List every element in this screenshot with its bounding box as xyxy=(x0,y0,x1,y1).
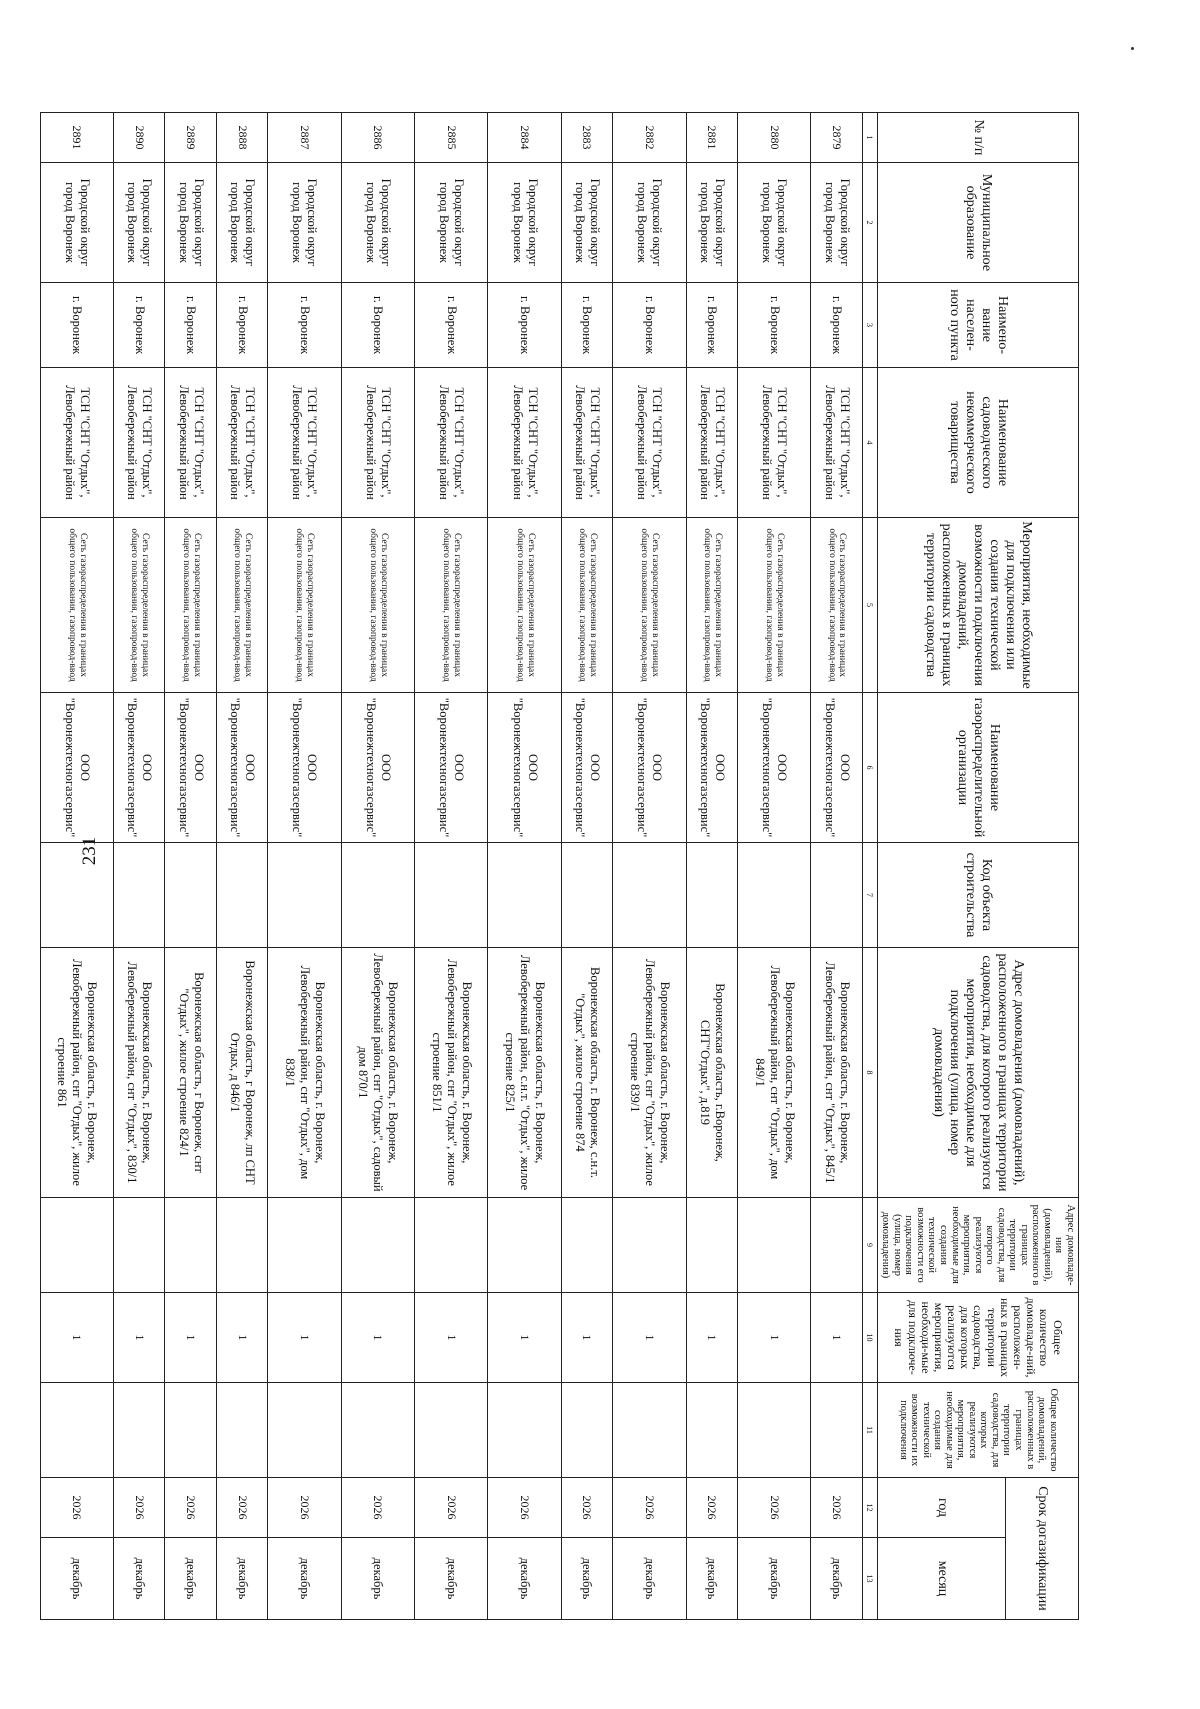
row-number: 2890 xyxy=(114,113,165,163)
total-tech-cell xyxy=(341,1383,414,1478)
code-cell xyxy=(686,843,737,948)
column-number: 4 xyxy=(862,368,877,518)
row-number: 2881 xyxy=(686,113,737,163)
month-cell: декабрь xyxy=(165,1538,216,1620)
month-cell: декабрь xyxy=(488,1538,561,1620)
municipality-cell: Городской округ город Воронеж xyxy=(811,163,862,283)
municipality-cell: Городской округ город Воронеж xyxy=(268,163,341,283)
total-count-cell: 1 xyxy=(488,1293,561,1383)
measures-cell: Сеть газораспределения в границах общего пользования, газопровод-ввод xyxy=(268,518,341,693)
year-cell: 2026 xyxy=(165,1478,216,1538)
month-cell: декабрь xyxy=(114,1538,165,1620)
org-cell: ООО "Воронежтехногазсервис" xyxy=(488,693,561,843)
month-cell: декабрь xyxy=(415,1538,488,1620)
address-cell: Воронежская область, г. Воронеж, Левобережный район, снт "Отдых", жилое строение 861 xyxy=(40,948,113,1198)
measures-cell: Сеть газораспределения в границах общего пользования, газопровод-ввод xyxy=(165,518,216,693)
measures-cell: Сеть газораспределения в границах общего пользования, газопровод-ввод xyxy=(40,518,113,693)
code-cell xyxy=(415,843,488,948)
row-number: 2888 xyxy=(216,113,267,163)
month-cell: декабрь xyxy=(40,1538,113,1620)
municipality-cell: Городской округ город Воронеж xyxy=(488,163,561,283)
header-num: № п/п xyxy=(877,113,1078,163)
address-tech-cell xyxy=(114,1198,165,1293)
settlement-cell: г. Воронеж xyxy=(561,283,612,368)
settlement-cell: г. Воронеж xyxy=(341,283,414,368)
table-row xyxy=(341,113,414,1620)
month-cell: декабрь xyxy=(561,1538,612,1620)
measures-cell: Сеть газораспределения в границах общего пользования, газопровод-ввод xyxy=(216,518,267,693)
row-number: 2882 xyxy=(613,113,686,163)
snt-cell: ТСН "СНТ "Отдых", Левобережный район xyxy=(488,368,561,518)
org-cell: ООО "Воронежтехногазсервис" xyxy=(165,693,216,843)
address-cell: Воронежская область, г. Воронеж, с.н.т. "Отдых", жилое строение 874 xyxy=(561,948,612,1198)
header-measures: Мероприятия, необходимые для подключения или создания технической возможности подключения домовладений, расположенных в границах территории садоводства xyxy=(877,518,1078,693)
code-cell xyxy=(737,843,810,948)
measures-cell: Сеть газораспределения в границах общего пользования, газопровод-ввод xyxy=(341,518,414,693)
table-body xyxy=(40,113,862,1620)
month-cell: декабрь xyxy=(686,1538,737,1620)
column-number: 10 xyxy=(862,1293,877,1383)
year-cell: 2026 xyxy=(686,1478,737,1538)
total-count-cell: 1 xyxy=(686,1293,737,1383)
settlement-cell: г. Воронеж xyxy=(686,283,737,368)
total-tech-cell xyxy=(737,1383,810,1478)
code-cell xyxy=(216,843,267,948)
month-cell: декабрь xyxy=(613,1538,686,1620)
settlement-cell: г. Воронеж xyxy=(613,283,686,368)
header-year: год xyxy=(877,1478,1006,1538)
year-cell: 2026 xyxy=(114,1478,165,1538)
code-cell xyxy=(488,843,561,948)
column-number: 3 xyxy=(862,283,877,368)
measures-cell: Сеть газораспределения в границах общего пользования, газопровод-ввод xyxy=(561,518,612,693)
address-cell: Воронежская область, г. Воронеж, Левобережный район, снт "Отдых", 830/1 xyxy=(114,948,165,1198)
measures-cell: Сеть газораспределения в границах общего пользования, газопровод-ввод xyxy=(114,518,165,693)
header-code: Код объекта строительства xyxy=(877,843,1078,948)
settlement-cell: г. Воронеж xyxy=(488,283,561,368)
total-count-cell: 1 xyxy=(737,1293,810,1383)
code-cell xyxy=(561,843,612,948)
table-row xyxy=(613,113,686,1620)
header-total-tech: Общее количество домовладений, расположенных в границах территории садоводства, для которых реализуются мероприятия, необходимые для создания технической возможности их подключения xyxy=(877,1383,1078,1478)
address-cell: Воронежская область, г Воронеж, снт "Отдых", жилое строение 824/1 xyxy=(165,948,216,1198)
address-tech-cell xyxy=(613,1198,686,1293)
snt-cell: ТСН "СНТ "Отдых", Левобережный район xyxy=(341,368,414,518)
table-row xyxy=(686,113,737,1620)
year-cell: 2026 xyxy=(737,1478,810,1538)
total-tech-cell xyxy=(686,1383,737,1478)
table-row xyxy=(737,113,810,1620)
measures-cell: Сеть газораспределения в границах общего пользования, газопровод-ввод xyxy=(811,518,862,693)
column-number: 5 xyxy=(862,518,877,693)
municipality-cell: Городской округ город Воронеж xyxy=(561,163,612,283)
total-count-cell: 1 xyxy=(268,1293,341,1383)
column-number: 2 xyxy=(862,163,877,283)
header-address: Адрес домовладения (домовладений), расположенного в границах территории садоводства, для которого реализуются мероприятия, необходимые для подключения (улица, номер домовладения) xyxy=(877,948,1078,1198)
address-tech-cell xyxy=(561,1198,612,1293)
column-number: 12 xyxy=(862,1478,877,1538)
total-tech-cell xyxy=(40,1383,113,1478)
snt-cell: ТСН "СНТ "Отдых", Левобережный район xyxy=(811,368,862,518)
row-number: 2880 xyxy=(737,113,810,163)
address-cell: Воронежская область, г.Воронеж, СНТ"Отдых", д.819 xyxy=(686,948,737,1198)
column-number-row xyxy=(862,113,877,1620)
address-tech-cell xyxy=(341,1198,414,1293)
settlement-cell: г. Воронеж xyxy=(415,283,488,368)
measures-cell: Сеть газораспределения в границах общего пользования, газопровод-ввод xyxy=(737,518,810,693)
year-cell: 2026 xyxy=(341,1478,414,1538)
row-number: 2883 xyxy=(561,113,612,163)
row-number: 2891 xyxy=(40,113,113,163)
total-tech-cell xyxy=(561,1383,612,1478)
address-tech-cell xyxy=(216,1198,267,1293)
year-cell: 2026 xyxy=(613,1478,686,1538)
table-row xyxy=(40,113,113,1620)
table-row xyxy=(216,113,267,1620)
row-number: 2889 xyxy=(165,113,216,163)
header-settlement: Наимено-вание населен-ного пункта xyxy=(877,283,1078,368)
total-count-cell: 1 xyxy=(216,1293,267,1383)
snt-cell: ТСН "СНТ "Отдых", Левобережный район xyxy=(165,368,216,518)
row-number: 2886 xyxy=(341,113,414,163)
gasification-table xyxy=(40,112,1079,1620)
settlement-cell: г. Воронеж xyxy=(40,283,113,368)
total-count-cell: 1 xyxy=(415,1293,488,1383)
org-cell: ООО "Воронежтехногазсервис" xyxy=(341,693,414,843)
table-row xyxy=(114,113,165,1620)
total-count-cell: 1 xyxy=(165,1293,216,1383)
column-number: 7 xyxy=(862,843,877,948)
code-cell xyxy=(165,843,216,948)
settlement-cell: г. Воронеж xyxy=(165,283,216,368)
table-row xyxy=(415,113,488,1620)
header-total-count: Общее количество домовладе-ний, расположен-ных в границах территории садоводства, для которых реализуются мероприятия, необходи-мые для подключе-ния xyxy=(877,1293,1078,1383)
stray-mark xyxy=(1131,47,1134,50)
column-number: 11 xyxy=(862,1383,877,1478)
rotated-table-container xyxy=(55,112,1079,1619)
settlement-cell: г. Воронеж xyxy=(737,283,810,368)
address-cell: Воронежская область, г Воронеж, лп СНТ Отдых, д 846/1 xyxy=(216,948,267,1198)
total-tech-cell xyxy=(488,1383,561,1478)
code-cell xyxy=(114,843,165,948)
org-cell: ООО "Воронежтехногазсервис" xyxy=(40,693,113,843)
measures-cell: Сеть газораспределения в границах общего пользования, газопровод-ввод xyxy=(415,518,488,693)
settlement-cell: г. Воронеж xyxy=(114,283,165,368)
settlement-cell: г. Воронеж xyxy=(268,283,341,368)
total-tech-cell xyxy=(613,1383,686,1478)
address-tech-cell xyxy=(488,1198,561,1293)
settlement-cell: г. Воронеж xyxy=(811,283,862,368)
code-cell xyxy=(40,843,113,948)
table-row xyxy=(561,113,612,1620)
municipality-cell: Городской округ город Воронеж xyxy=(114,163,165,283)
year-cell: 2026 xyxy=(488,1478,561,1538)
address-tech-cell xyxy=(415,1198,488,1293)
row-number: 2879 xyxy=(811,113,862,163)
total-count-cell: 1 xyxy=(811,1293,862,1383)
header-municipality: Муниципальное образование xyxy=(877,163,1078,283)
municipality-cell: Городской округ город Воронеж xyxy=(415,163,488,283)
row-number: 2887 xyxy=(268,113,341,163)
header-snt: Наименование садоводческого некоммерческого товарищества xyxy=(877,368,1078,518)
year-cell: 2026 xyxy=(811,1478,862,1538)
code-cell xyxy=(811,843,862,948)
header-month: месяц xyxy=(877,1538,1006,1620)
address-cell: Воронежская область, г. Воронеж, Левобережный район, с.н.т. "Отдых", жилое строение 825/1 xyxy=(488,948,561,1198)
column-number: 1 xyxy=(862,113,877,163)
snt-cell: ТСН "СНТ "Отдых", Левобережный район xyxy=(686,368,737,518)
snt-cell: ТСН "СНТ "Отдых", Левобережный район xyxy=(40,368,113,518)
total-tech-cell xyxy=(811,1383,862,1478)
row-number: 2884 xyxy=(488,113,561,163)
year-cell: 2026 xyxy=(268,1478,341,1538)
settlement-cell: г. Воронеж xyxy=(216,283,267,368)
org-cell: ООО "Воронежтехногазсервис" xyxy=(613,693,686,843)
municipality-cell: Городской округ город Воронеж xyxy=(341,163,414,283)
page-number: 231 xyxy=(79,836,100,866)
address-cell: Воронежская область, г. Воронеж, Левобережный район, снт "Отдых", дом 849/1 xyxy=(737,948,810,1198)
org-cell: ООО "Воронежтехногазсервис" xyxy=(686,693,737,843)
address-tech-cell xyxy=(737,1198,810,1293)
header-address-tech: Адрес домовладе-ния (домовладений), расположенного в границах территории садоводства, для которого реализуются мероприятия, необходимые для создания технической возможности его подключения (улица, номер домовладения) xyxy=(877,1198,1078,1293)
total-tech-cell xyxy=(268,1383,341,1478)
row-number: 2885 xyxy=(415,113,488,163)
snt-cell: ТСН "СНТ "Отдых", Левобережный район xyxy=(268,368,341,518)
org-cell: ООО "Воронежтехногазсервис" xyxy=(811,693,862,843)
snt-cell: ТСН "СНТ "Отдых", Левобережный район xyxy=(613,368,686,518)
code-cell xyxy=(613,843,686,948)
address-tech-cell xyxy=(40,1198,113,1293)
municipality-cell: Городской округ город Воронеж xyxy=(686,163,737,283)
snt-cell: ТСН "СНТ "Отдых", Левобережный район xyxy=(114,368,165,518)
column-number: 6 xyxy=(862,693,877,843)
header-deadline: Срок догазификации xyxy=(1006,1478,1079,1620)
total-count-cell: 1 xyxy=(561,1293,612,1383)
municipality-cell: Городской округ город Воронеж xyxy=(613,163,686,283)
org-cell: ООО "Воронежтехногазсервис" xyxy=(114,693,165,843)
total-count-cell: 1 xyxy=(114,1293,165,1383)
column-number: 9 xyxy=(862,1198,877,1293)
column-number: 13 xyxy=(862,1538,877,1620)
table-row xyxy=(488,113,561,1620)
total-tech-cell xyxy=(114,1383,165,1478)
year-cell: 2026 xyxy=(415,1478,488,1538)
total-count-cell: 1 xyxy=(613,1293,686,1383)
month-cell: декабрь xyxy=(737,1538,810,1620)
code-cell xyxy=(341,843,414,948)
year-cell: 2026 xyxy=(561,1478,612,1538)
month-cell: декабрь xyxy=(216,1538,267,1620)
snt-cell: ТСН "СНТ "Отдых", Левобережный район xyxy=(737,368,810,518)
column-number: 8 xyxy=(862,948,877,1198)
code-cell xyxy=(268,843,341,948)
year-cell: 2026 xyxy=(216,1478,267,1538)
total-count-cell: 1 xyxy=(40,1293,113,1383)
address-cell: Воронежская область, г. Воронеж, Левобережный район, снт "Отдых", садовый дом 870/1 xyxy=(341,948,414,1198)
measures-cell: Сеть газораспределения в границах общего пользования, газопровод-ввод xyxy=(686,518,737,693)
municipality-cell: Городской округ город Воронеж xyxy=(40,163,113,283)
address-tech-cell xyxy=(811,1198,862,1293)
address-tech-cell xyxy=(686,1198,737,1293)
month-cell: декабрь xyxy=(341,1538,414,1620)
snt-cell: ТСН "СНТ "Отдых", Левобережный район xyxy=(415,368,488,518)
org-cell: ООО "Воронежтехногазсервис" xyxy=(415,693,488,843)
total-tech-cell xyxy=(165,1383,216,1478)
header-org: Наименование газораспределительной организации xyxy=(877,693,1078,843)
address-cell: Воронежская область, г. Воронеж, Левобережный район, снт "Отдых", жилое строение 851/1 xyxy=(415,948,488,1198)
total-tech-cell xyxy=(216,1383,267,1478)
address-cell: Воронежская область, г. Воронеж, Левобережный район, снт "Отдых", дом 838/1 xyxy=(268,948,341,1198)
month-cell: декабрь xyxy=(811,1538,862,1620)
measures-cell: Сеть газораспределения в границах общего пользования, газопровод-ввод xyxy=(488,518,561,693)
total-count-cell: 1 xyxy=(341,1293,414,1383)
month-cell: декабрь xyxy=(268,1538,341,1620)
org-cell: ООО "Воронежтехногазсервис" xyxy=(268,693,341,843)
org-cell: ООО "Воронежтехногазсервис" xyxy=(737,693,810,843)
total-tech-cell xyxy=(415,1383,488,1478)
table-row xyxy=(811,113,862,1620)
address-cell: Воронежская область, г. Воронеж, Левобережный район, снт "Отдых", жилое строение 839/1 xyxy=(613,948,686,1198)
year-cell: 2026 xyxy=(40,1478,113,1538)
org-cell: ООО "Воронежтехногазсервис" xyxy=(561,693,612,843)
address-tech-cell xyxy=(268,1198,341,1293)
municipality-cell: Городской округ город Воронеж xyxy=(216,163,267,283)
snt-cell: ТСН "СНТ "Отдых", Левобережный район xyxy=(216,368,267,518)
org-cell: ООО "Воронежтехногазсервис" xyxy=(216,693,267,843)
snt-cell: ТСН "СНТ "Отдых", Левобережный район xyxy=(561,368,612,518)
measures-cell: Сеть газораспределения в границах общего пользования, газопровод-ввод xyxy=(613,518,686,693)
municipality-cell: Городской округ город Воронеж xyxy=(165,163,216,283)
address-tech-cell xyxy=(165,1198,216,1293)
municipality-cell: Городской округ город Воронеж xyxy=(737,163,810,283)
table-row xyxy=(165,113,216,1620)
table-row xyxy=(268,113,341,1620)
address-cell: Воронежская область, г. Воронеж, Левобережный район, снт "Отдых", 845/1 xyxy=(811,948,862,1198)
